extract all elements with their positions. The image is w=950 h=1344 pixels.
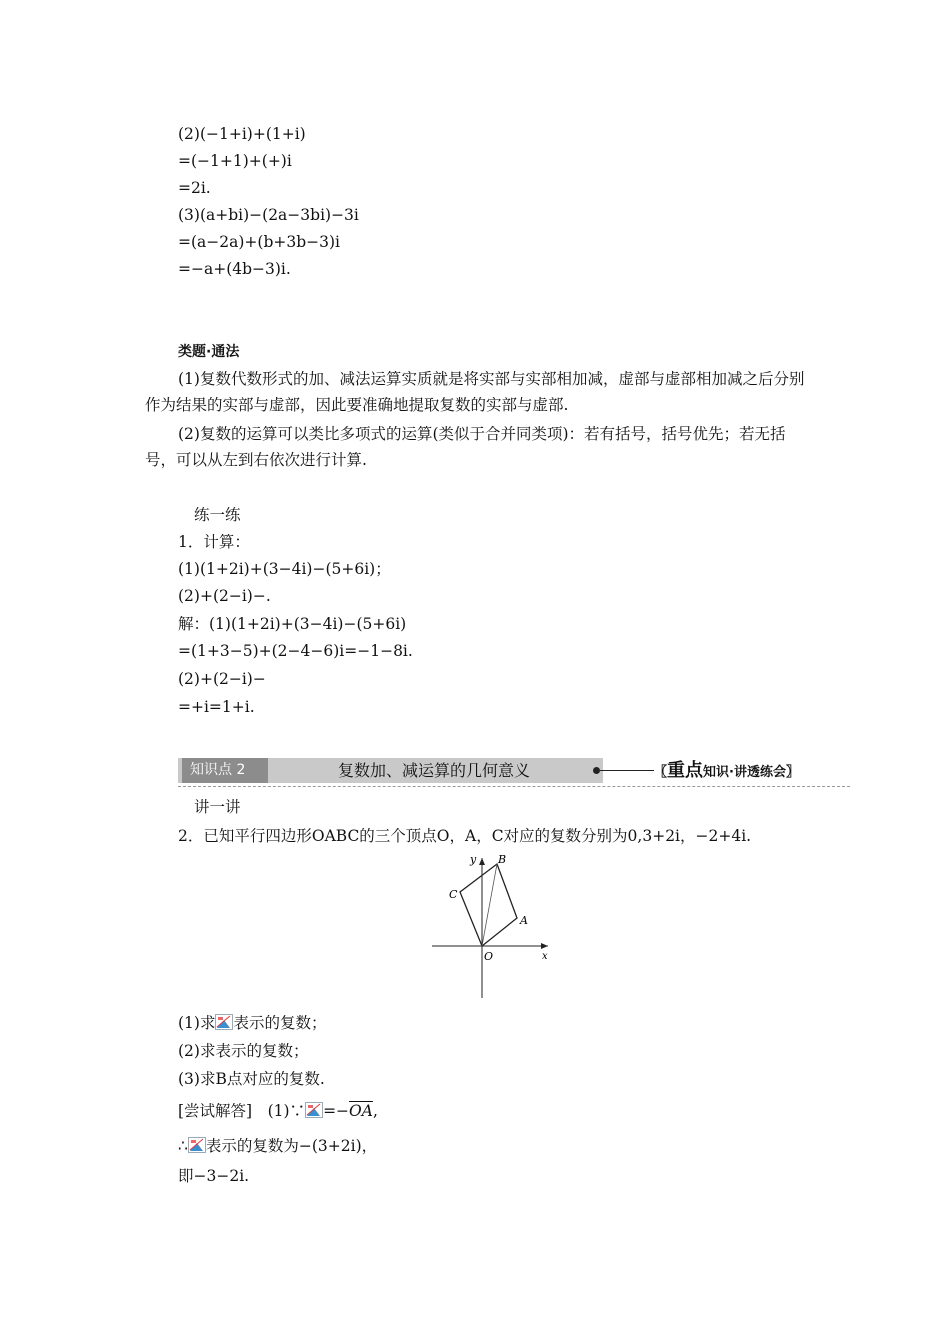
answer-line-2 (178, 1136, 377, 1156)
lecture-heading: 讲一讲 (194, 798, 241, 816)
solution-line-1: (2)(−1+i)+(1+i) (178, 125, 306, 143)
answer-comma: , (372, 1102, 378, 1120)
therefore-symbol: ∴ (178, 1137, 188, 1155)
practice-question: 1．计算： (178, 533, 250, 551)
practice-solution-1: 解：(1)(1+2i)+(3−4i)−(5+6i) (178, 615, 407, 633)
label-b: B (498, 853, 507, 866)
banner-rule (600, 770, 654, 771)
label-x: x (542, 951, 548, 962)
banner-tag: 知识点 2 (182, 758, 268, 783)
sub-question-1 (178, 1013, 326, 1033)
banner-key-label: 重点 (667, 760, 704, 781)
method-paragraph-2: (2)复数的运算可以类比多项式的运算(类似于合并同类项)：若有括号，括号优先；若无括号，可以从左到右依次进行计算. (145, 425, 786, 469)
sub-question-3: (3)求B点对应的复数. (178, 1070, 325, 1088)
method-heading: 类题·通法 (178, 344, 240, 360)
practice-solution-2: =(1+3−5)+(2−4−6)i=−1−8i. (178, 642, 413, 660)
y-axis-arrow (479, 858, 485, 865)
answer-prefix: [尝试解答] (1)∵ (178, 1102, 306, 1120)
banner-sub-label: 知识·讲透练会 (703, 765, 786, 780)
broken-image-icon (215, 1014, 233, 1030)
parallelogram (460, 864, 517, 946)
banner-right-label (654, 758, 799, 785)
label-y: y (470, 853, 477, 866)
label-c: C (449, 888, 458, 901)
broken-image-icon (188, 1137, 206, 1153)
sub-question-1-suffix: 表示的复数； (233, 1014, 327, 1032)
sub-question-1-prefix: (1)求 (178, 1014, 216, 1032)
knowledge-point-banner (178, 756, 850, 786)
broken-image-icon (305, 1102, 323, 1118)
answer-2-text: 表示的复数为−(3+2i)， (205, 1137, 378, 1155)
sub-question-2: (2)求表示的复数； (178, 1042, 309, 1060)
lecture-problem: 2．已知平行四边形OABC的三个顶点O，A，C对应的复数分别为0,3+2i，−2+4i. (178, 827, 752, 845)
banner-title: 复数加、减运算的几何意义 (338, 761, 531, 780)
solution-line-6: =−a+(4b−3)i. (178, 260, 291, 278)
method-paragraph-1: (1)复数代数形式的加、减法运算实质就是将实部与实部相加减，虚部与虚部相加减之后分别作为结果的实部与虚部，因此要准确地提取复数的实部与虚部. (145, 370, 805, 414)
practice-question-2: (2)+(2−i)−. (178, 587, 271, 605)
solution-line-4: (3)(a+bi)−(2a−3bi)−3i (178, 206, 359, 224)
solution-line-5: =(a−2a)+(b+3b−3)i (178, 233, 340, 251)
diagonal-ob (482, 864, 497, 946)
practice-solution-4: =+i=1+i. (178, 698, 255, 716)
bracket-open: 〖 (654, 765, 668, 780)
bracket-close: 〗 (785, 765, 799, 780)
answer-line-1 (178, 1101, 378, 1121)
vector-oa: $\overline{OA}$ (349, 1102, 373, 1120)
banner-dot (593, 767, 600, 774)
label-o: O (484, 950, 494, 963)
solution-line-2: =(−1+1)+(+)i (178, 152, 292, 170)
practice-solution-3: (2)+(2−i)− (178, 670, 266, 688)
solution-line-3: =2i. (178, 179, 211, 197)
practice-heading: 练一练 (194, 506, 241, 524)
answer-equals: =− (323, 1102, 350, 1120)
practice-question-1: (1)(1+2i)+(3−4i)−(5+6i)； (178, 560, 391, 578)
label-a: A (520, 914, 528, 927)
answer-line-3: 即−3−2i. (178, 1167, 250, 1185)
banner-underline (178, 786, 850, 787)
parallelogram-diagram (420, 846, 560, 1001)
x-axis-arrow (541, 943, 548, 949)
